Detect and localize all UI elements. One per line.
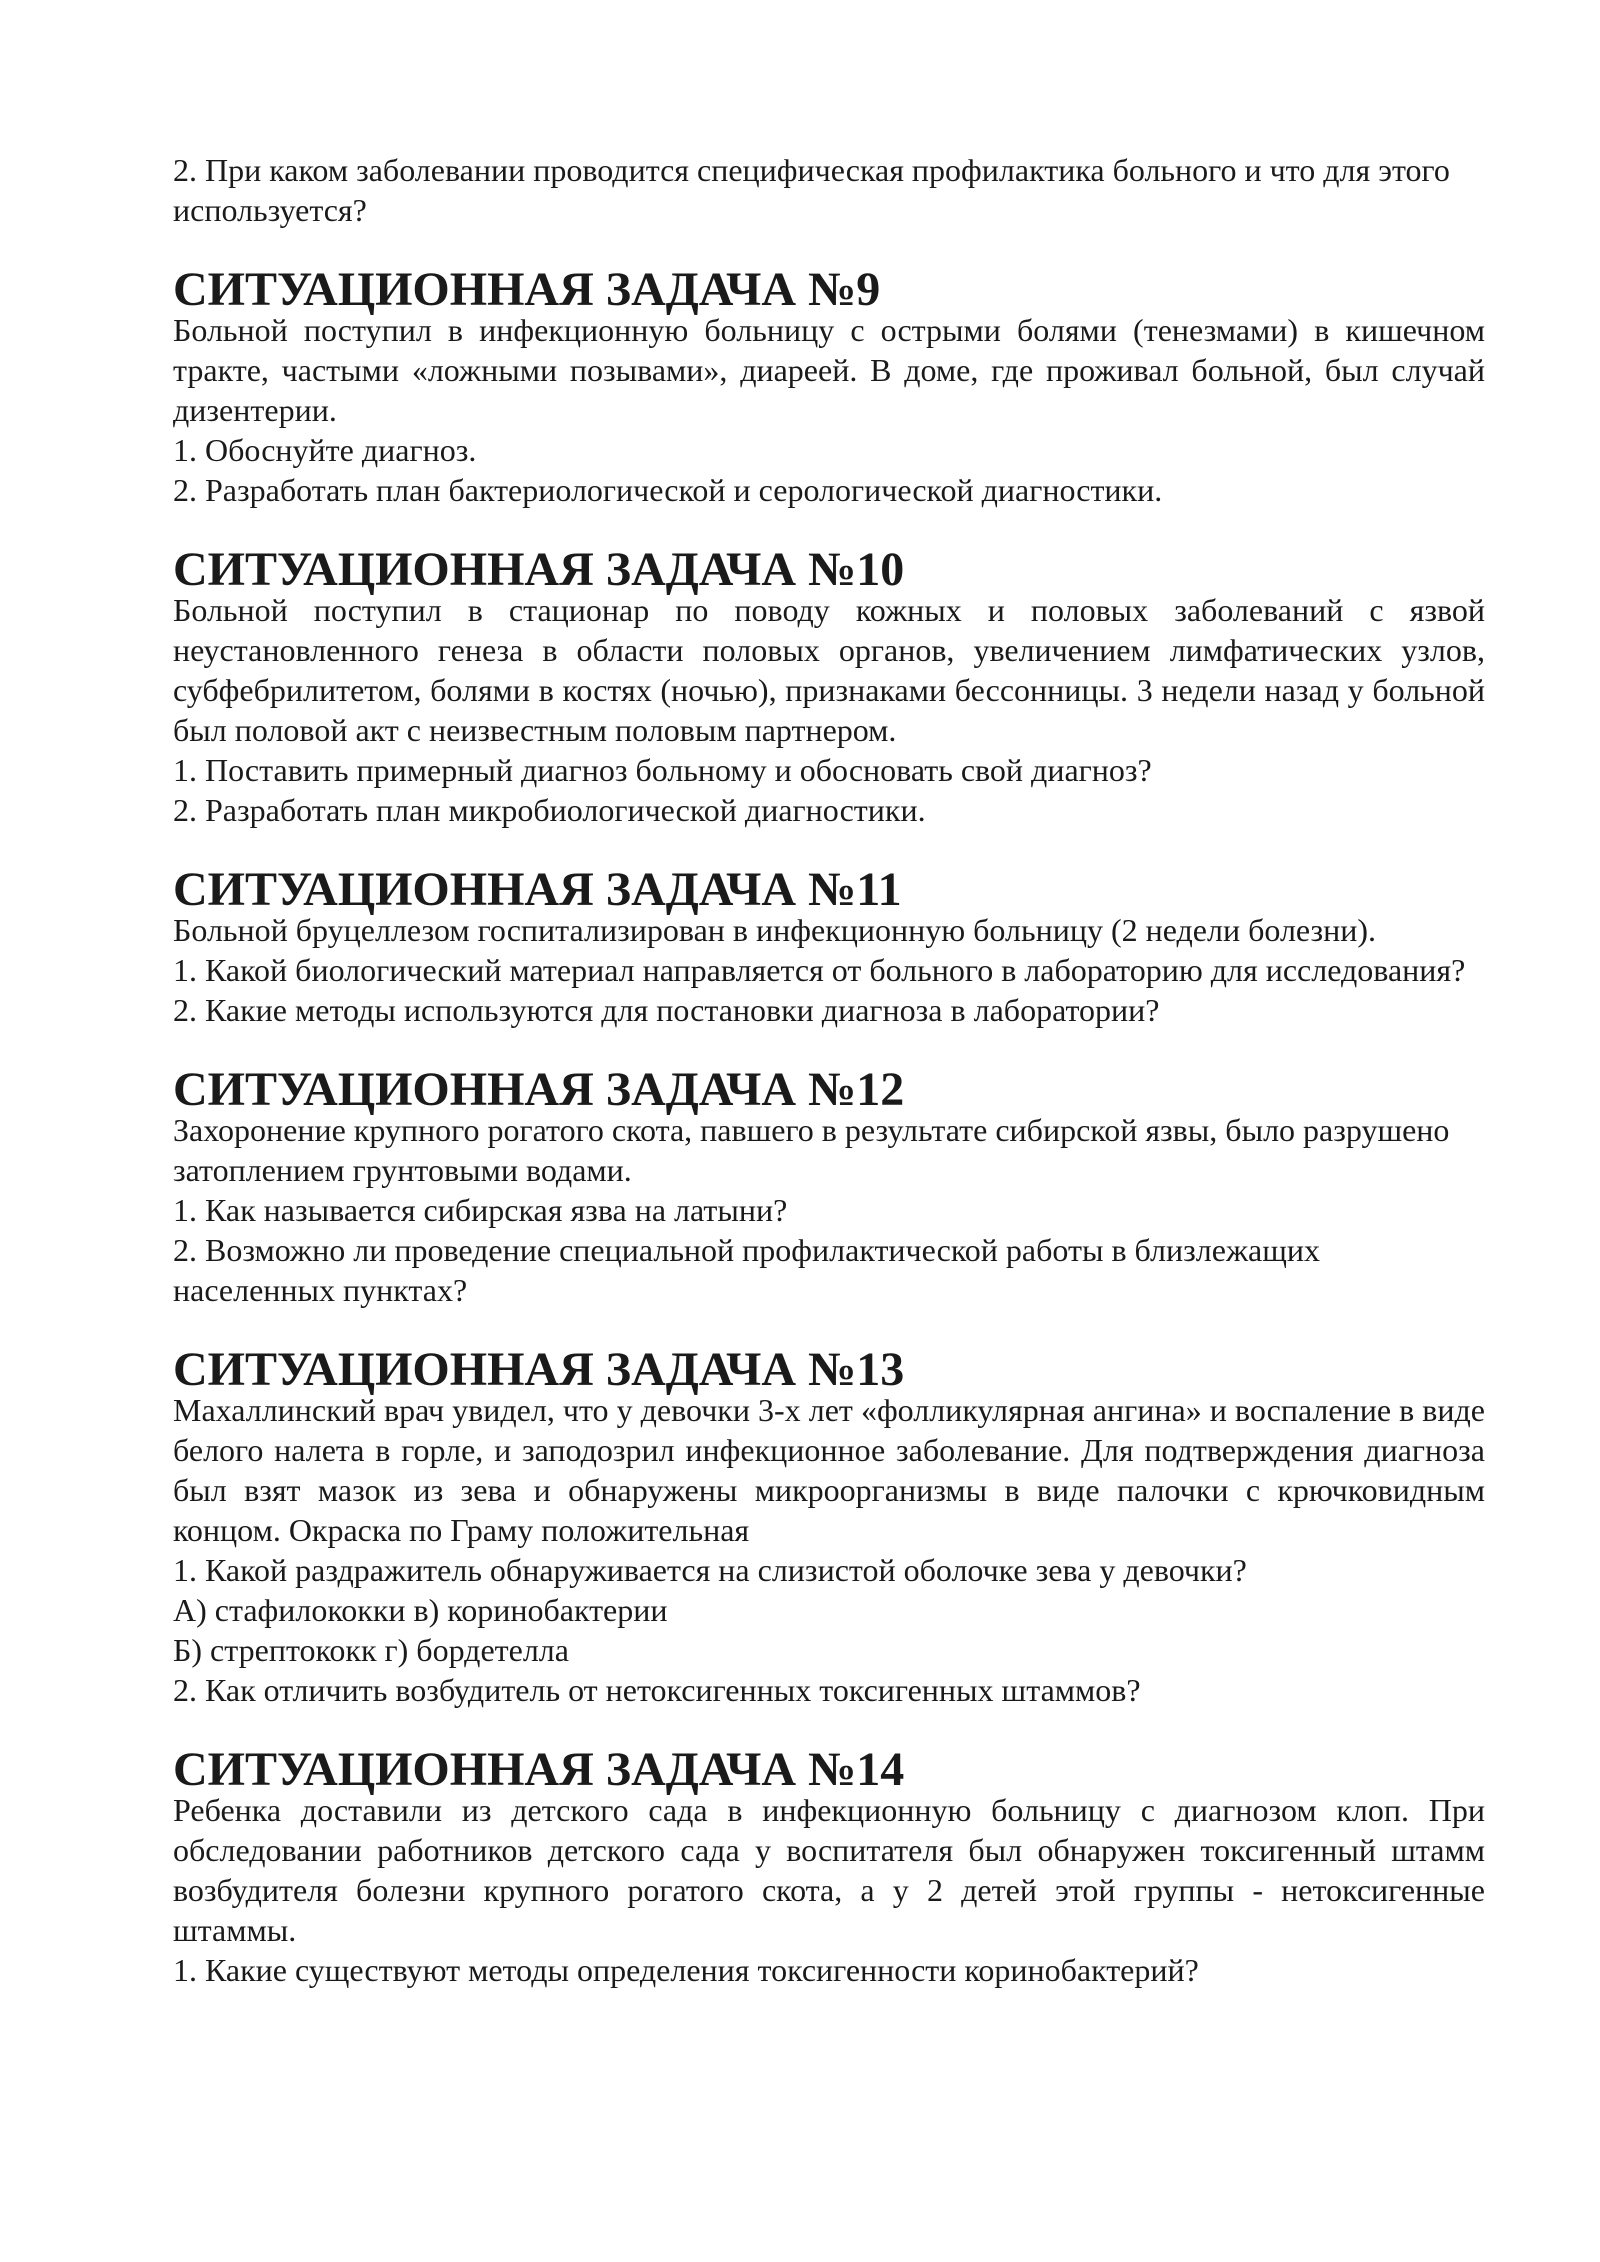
task-question: 1. Какие существуют методы определения токсигенности коринобактерий? xyxy=(173,1952,1199,1988)
task-question: 2. Как отличить возбудитель от нетоксигенных токсигенных штаммов? xyxy=(173,1672,1141,1708)
task-question: 1. Как называется сибирская язва на латыни? xyxy=(173,1192,788,1228)
task-question: 1. Какой биологический материал направляется от больного в лабораторию для исследования? xyxy=(173,952,1466,988)
task-13 xyxy=(173,1343,1485,1710)
task-11 xyxy=(173,863,1485,1030)
task-question: 2. Разработать план микробиологической диагностики. xyxy=(173,792,926,828)
task-text: Больной поступил в стационар по поводу кожных и половых заболеваний с язвой неустановленного генеза в области половых органов, увеличением лимфатических узлов, субфебрилитетом, болями в костях (ночью), признаками бессонницы. 3 недели назад у больной был половой акт с неизвестным половым партнером. xyxy=(173,592,1485,748)
task-question: 2. Разработать план бактериологической и серологической диагностики. xyxy=(173,472,1163,508)
task-heading: СИТУАЦИОННАЯ ЗАДАЧА №12 xyxy=(173,1063,905,1116)
task-heading: СИТУАЦИОННАЯ ЗАДАЧА №9 xyxy=(173,263,881,316)
intro-question: 2. При каком заболевании проводится специфическая профилактика больного и что для этого используется? xyxy=(173,152,1450,228)
task-9 xyxy=(173,263,1485,510)
task-text: Больной бруцеллезом госпитализирован в инфекционную больницу (2 недели болезни). xyxy=(173,912,1377,948)
task-text: Ребенка доставили из детского сада в инфекционную больницу с диагнозом клоп. При обследовании работников детского сада у воспитателя был обнаружен токсигенный штамм возбудителя болезни крупного рогатого скота, а у 2 детей этой группы - нетоксигенные штаммы. xyxy=(173,1792,1485,1948)
task-question: 2. Возможно ли проведение специальной профилактической работы в близлежащих населенных пунктах? xyxy=(173,1232,1321,1308)
task-heading: СИТУАЦИОННАЯ ЗАДАЧА №11 xyxy=(173,863,902,916)
task-heading: СИТУАЦИОННАЯ ЗАДАЧА №14 xyxy=(173,1743,905,1796)
task-text: Больной поступил в инфекционную больницу с острыми болями (тенезмами) в кишечном тракте, частыми «ложными позывами», диареей. В доме, где проживал больной, был случай дизентерии. xyxy=(173,312,1485,428)
task-text: Захоронение крупного рогатого скота, павшего в результате сибирской язвы, было разрушено затоплением грунтовыми водами. xyxy=(173,1112,1450,1188)
task-10 xyxy=(173,543,1485,830)
task-heading: СИТУАЦИОННАЯ ЗАДАЧА №13 xyxy=(173,1343,905,1396)
task-text: Махаллинский врач увидел, что у девочки 3-х лет «фолликулярная ангина» и воспаление в виде белого налета в горле, и заподозрил инфекционное заболевание. Для подтверждения диагноза был взят мазок из зева и обнаружены микроорганизмы в виде палочки с крючковидным концом. Окраска по Граму положительная xyxy=(173,1392,1485,1548)
task-question: 2. Какие методы используются для постановки диагноза в лаборатории? xyxy=(173,992,1160,1028)
task-question: 1. Поставить примерный диагноз больному и обосновать свой диагноз? xyxy=(173,752,1152,788)
answer-option: А) стафилококки в) коринобактерии xyxy=(173,1592,668,1628)
task-question: 1. Обоснуйте диагноз. xyxy=(173,432,477,468)
document-page xyxy=(173,150,1485,1990)
task-14 xyxy=(173,1743,1485,1990)
task-question: 1. Какой раздражитель обнаруживается на слизистой оболочке зева у девочки? xyxy=(173,1552,1247,1588)
task-heading: СИТУАЦИОННАЯ ЗАДАЧА №10 xyxy=(173,543,905,596)
answer-option: Б) стрептококк г) бордетелла xyxy=(173,1632,569,1668)
task-12 xyxy=(173,1063,1485,1310)
